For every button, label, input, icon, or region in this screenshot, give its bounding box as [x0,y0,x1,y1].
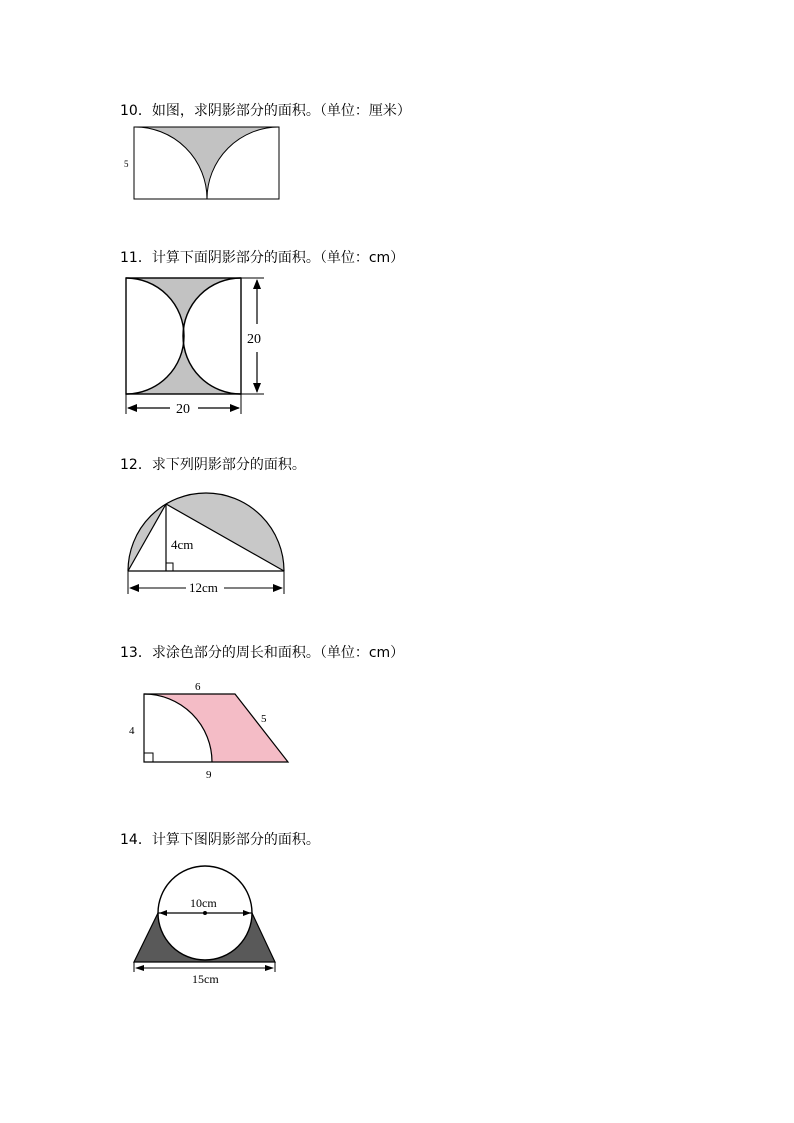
figure-13-left-label: 4 [129,725,135,737]
figure-10-side-label: 5 [124,159,129,169]
question-11-text: 11．计算下面阴影部分的面积。（单位：cm） [120,250,405,266]
figure-11-width-label: 20 [176,402,190,417]
figure-14-shaded-region [134,913,275,962]
figure-11-height-label: 20 [247,332,261,347]
figure-14-diameter-arrow-left [159,910,167,916]
figure-14-diameter-label: 10cm [190,896,217,910]
figure-14-base-arrow-left [135,965,144,971]
figure-12-base-label: 12cm [189,580,218,595]
question-14-text: 14．计算下图阴影部分的面积。 [120,832,320,848]
question-12-text: 12．求下列阴影部分的面积。 [120,457,306,473]
figure-13-bottom-label: 9 [206,769,212,781]
figure-14-base-label: 15cm [192,972,219,986]
figure-13-slant-label: 5 [261,713,267,725]
figure-14-base-arrow-right [265,965,274,971]
figure-14-diameter-arrow-right [243,910,251,916]
figure-14-center-dot [203,911,207,915]
figure-13-top-label: 6 [195,681,201,693]
question-10-text: 10．如图，求阴影部分的面积。（单位：厘米） [120,103,411,119]
figure-12-height-label: 4cm [171,537,194,552]
question-13-text: 13．求涂色部分的周长和面积。（单位：cm） [120,645,405,661]
